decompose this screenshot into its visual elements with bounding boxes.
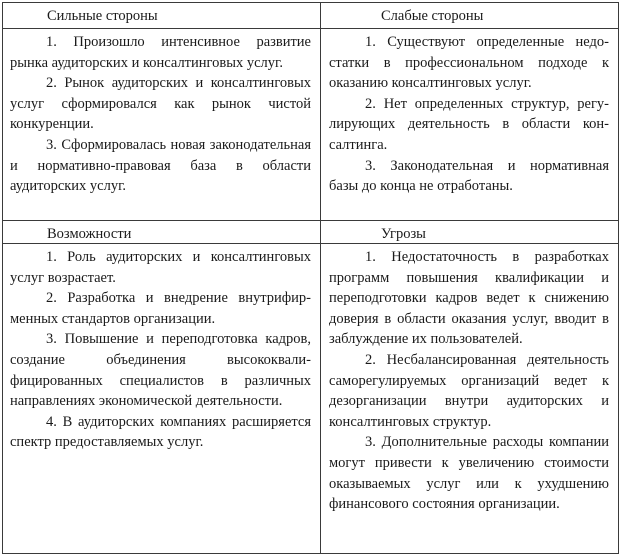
threat-item: 2. Несбалансированная деятельность саморегулируемых организаций ведет к дезорганизации внутри аудиторских и консалтинговых структур. (329, 351, 609, 430)
opportunities-header: Возможности (3, 221, 321, 244)
opportunity-item: 3. Повышение и переподготовка кадров, создание объединения высококвалифицированных специалистов в различных направлениях экономической деятельности. (10, 331, 311, 410)
weakness-item: 1. Существуют определенные недостатки в профессиональном подходе к оказанию консалтинговых услуг. (329, 34, 609, 92)
weakness-item: 2. Нет определенных структур, регулирующих деятельность в области консалтинга. (329, 95, 609, 153)
opportunity-item: 4. В аудиторских компаниях расширяется спектр предоставляемых услуг. (10, 413, 311, 451)
weaknesses-cell (321, 29, 618, 221)
opportunity-item: 1. Роль аудиторских и консалтинговых услуг возрастает. (10, 249, 311, 286)
threat-item: 1. Недостаточность в разработках программ повышения квалификации и переподготовки кадров ведет к снижению доверия в области оказания услуг, вводит в заблуждение их пользователей. (329, 249, 609, 348)
threats-cell (321, 244, 618, 553)
threats-header: Угрозы (321, 221, 618, 244)
strengths-header: Сильные стороны (3, 3, 321, 29)
strength-item: 3. Сформировалась новая законодательная и нормативно-правовая база в области аудиторских услуг. (10, 136, 311, 195)
weaknesses-header: Слабые стороны (321, 3, 618, 29)
threat-item: 3. Дополнительные расходы компании могут привести к увеличению стоимости оказываемых услуг или к ухудшению финансового состояния организации. (329, 434, 609, 513)
swot-table (2, 2, 619, 554)
strengths-cell (3, 29, 321, 221)
weakness-item: 3. Законодательная и нормативная базы до конца не отработаны. (329, 157, 609, 195)
strength-item: 2. Рынок аудиторских и консалтинговых услуг сформировался как рынок чистой конкуренции. (10, 75, 311, 133)
opportunities-cell (3, 244, 321, 553)
opportunity-item: 2. Разработка и внедрение внутрифирменных стандартов организации. (10, 290, 311, 327)
strength-item: 1. Произошло интенсивное развитие рынка аудиторских и консалтинговых услуг. (10, 34, 311, 71)
